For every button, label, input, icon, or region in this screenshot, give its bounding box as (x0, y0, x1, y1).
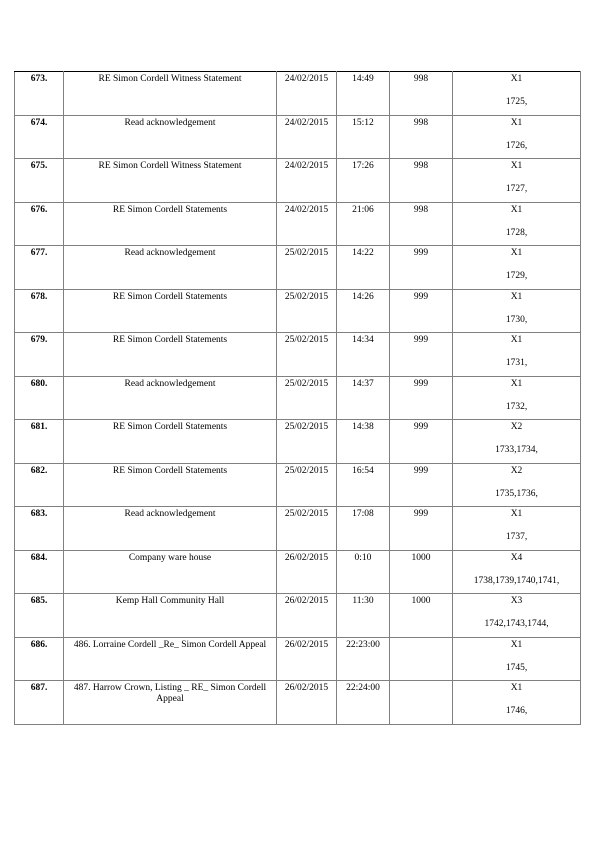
table-row (15, 594, 581, 638)
entry-date: 25/02/2015 (277, 507, 337, 551)
entry-subject: Company ware house (64, 550, 277, 594)
entry-subject: Read acknowledgement (64, 507, 277, 551)
entry-id: 999 (390, 246, 453, 290)
entry-time: 15:12 (337, 115, 390, 159)
entry-number: 673. (15, 72, 64, 116)
entry-attachments (453, 202, 581, 246)
entry-attachments (453, 289, 581, 333)
entry-time: 22:24:00 (337, 681, 390, 725)
entry-id: 998 (390, 202, 453, 246)
entry-subject: Read acknowledgement (64, 115, 277, 159)
entry-date: 25/02/2015 (277, 420, 337, 464)
entry-date: 25/02/2015 (277, 246, 337, 290)
entry-id: 999 (390, 507, 453, 551)
entry-id: 999 (390, 333, 453, 377)
entry-time: 14:38 (337, 420, 390, 464)
entry-subject: RE Simon Cordell Statements (64, 202, 277, 246)
table-row (15, 376, 581, 420)
entry-date: 25/02/2015 (277, 289, 337, 333)
entry-subject: Read acknowledgement (64, 246, 277, 290)
entry-time: 17:26 (337, 159, 390, 203)
attachment-count: X2 (510, 465, 523, 476)
attachment-references: 1731, (505, 358, 528, 368)
entry-attachments (453, 115, 581, 159)
entry-subject: RE Simon Cordell Statements (64, 420, 277, 464)
entry-attachments (453, 637, 581, 681)
entry-number: 677. (15, 246, 64, 290)
entry-date: 26/02/2015 (277, 594, 337, 638)
table-row (15, 333, 581, 377)
entry-id: 999 (390, 463, 453, 507)
entry-id (390, 637, 453, 681)
attachment-references: 1729, (505, 271, 528, 281)
entry-date: 25/02/2015 (277, 463, 337, 507)
attachment-count: X2 (510, 422, 523, 432)
attachment-references: 1728, (505, 227, 528, 238)
attachment-count: X1 (510, 378, 523, 389)
attachment-references: 1725, (505, 97, 528, 107)
attachment-count: X1 (510, 161, 523, 171)
attachment-references: 1738,1739,1740,1741, (473, 575, 560, 586)
entry-subject: Read acknowledgement (64, 376, 277, 420)
entry-attachments (453, 246, 581, 290)
table-row (15, 507, 581, 551)
entry-subject: RE Simon Cordell Statements (64, 463, 277, 507)
entry-attachments (453, 376, 581, 420)
entry-date: 25/02/2015 (277, 376, 337, 420)
entry-subject: RE Simon Cordell Statements (64, 289, 277, 333)
table-row (15, 681, 581, 725)
table-row (15, 202, 581, 246)
attachment-references: 1735,1736, (495, 488, 538, 499)
entry-date: 26/02/2015 (277, 550, 337, 594)
attachment-count: X1 (510, 639, 523, 650)
attachment-references: 1742,1743,1744, (484, 619, 549, 629)
entry-number: 674. (15, 115, 64, 159)
attachment-count: X1 (510, 117, 523, 128)
entry-id: 998 (390, 159, 453, 203)
table-row (15, 637, 581, 681)
entry-subject: 487. Harrow Crown, Listing _ RE_ Simon Cordell Appeal (64, 681, 277, 725)
entry-number: 683. (15, 507, 64, 551)
table-row (15, 72, 581, 116)
entry-date: 24/02/2015 (277, 115, 337, 159)
entry-date: 24/02/2015 (277, 159, 337, 203)
table-row (15, 463, 581, 507)
document-log-table (14, 71, 581, 725)
document-log-body (15, 72, 581, 725)
entry-time: 16:54 (337, 463, 390, 507)
entry-date: 25/02/2015 (277, 333, 337, 377)
entry-id: 998 (390, 115, 453, 159)
entry-attachments (453, 72, 581, 116)
table-row (15, 289, 581, 333)
table-row (15, 550, 581, 594)
entry-number: 680. (15, 376, 64, 420)
entry-date: 24/02/2015 (277, 72, 337, 116)
entry-subject: RE Simon Cordell Witness Statement (64, 72, 277, 116)
entry-id: 999 (390, 420, 453, 464)
attachment-count: X1 (510, 291, 523, 302)
attachment-references: 1745, (505, 662, 528, 673)
entry-number: 682. (15, 463, 64, 507)
attachment-count: X1 (510, 509, 523, 519)
entry-number: 685. (15, 594, 64, 638)
entry-time: 21:06 (337, 202, 390, 246)
entry-number: 678. (15, 289, 64, 333)
entry-date: 24/02/2015 (277, 202, 337, 246)
entry-date: 26/02/2015 (277, 681, 337, 725)
attachment-count: X1 (510, 74, 523, 84)
table-row (15, 115, 581, 159)
attachment-count: X3 (510, 596, 523, 606)
entry-time: 14:34 (337, 333, 390, 377)
entry-time: 14:22 (337, 246, 390, 290)
entry-id: 999 (390, 289, 453, 333)
attachment-count: X1 (510, 335, 523, 345)
attachment-references: 1733,1734, (495, 445, 538, 455)
attachment-count: X1 (510, 204, 523, 215)
entry-number: 676. (15, 202, 64, 246)
entry-id: 998 (390, 72, 453, 116)
entry-id: 999 (390, 376, 453, 420)
entry-time: 14:26 (337, 289, 390, 333)
attachment-references: 1727, (505, 184, 528, 194)
table-row (15, 420, 581, 464)
entry-subject: RE Simon Cordell Statements (64, 333, 277, 377)
entry-attachments (453, 507, 581, 551)
entry-time: 0:10 (337, 550, 390, 594)
attachment-references: 1726, (505, 140, 528, 151)
attachment-count: X4 (510, 552, 523, 563)
entry-subject: 486. Lorraine Cordell _Re_ Simon Cordell Appeal (64, 637, 277, 681)
entry-number: 684. (15, 550, 64, 594)
attachment-references: 1730, (505, 314, 528, 325)
entry-attachments (453, 420, 581, 464)
table-row (15, 159, 581, 203)
entry-attachments (453, 594, 581, 638)
entry-attachments (453, 550, 581, 594)
entry-time: 11:30 (337, 594, 390, 638)
entry-id: 1000 (390, 550, 453, 594)
table-row (15, 246, 581, 290)
entry-id (390, 681, 453, 725)
entry-date: 26/02/2015 (277, 637, 337, 681)
entry-attachments (453, 333, 581, 377)
attachment-references: 1732, (505, 401, 528, 412)
entry-subject: Kemp Hall Community Hall (64, 594, 277, 638)
entry-time: 14:37 (337, 376, 390, 420)
attachment-count: X1 (510, 683, 523, 693)
attachment-references: 1737, (505, 532, 528, 542)
entry-time: 22:23:00 (337, 637, 390, 681)
entry-subject: RE Simon Cordell Witness Statement (64, 159, 277, 203)
entry-attachments (453, 463, 581, 507)
attachment-count: X1 (510, 248, 523, 258)
entry-time: 14:49 (337, 72, 390, 116)
entry-number: 679. (15, 333, 64, 377)
entry-attachments (453, 681, 581, 725)
entry-number: 687. (15, 681, 64, 725)
entry-number: 675. (15, 159, 64, 203)
entry-number: 686. (15, 637, 64, 681)
entry-number: 681. (15, 420, 64, 464)
attachment-references: 1746, (505, 706, 528, 716)
entry-time: 17:08 (337, 507, 390, 551)
entry-id: 1000 (390, 594, 453, 638)
entry-attachments (453, 159, 581, 203)
